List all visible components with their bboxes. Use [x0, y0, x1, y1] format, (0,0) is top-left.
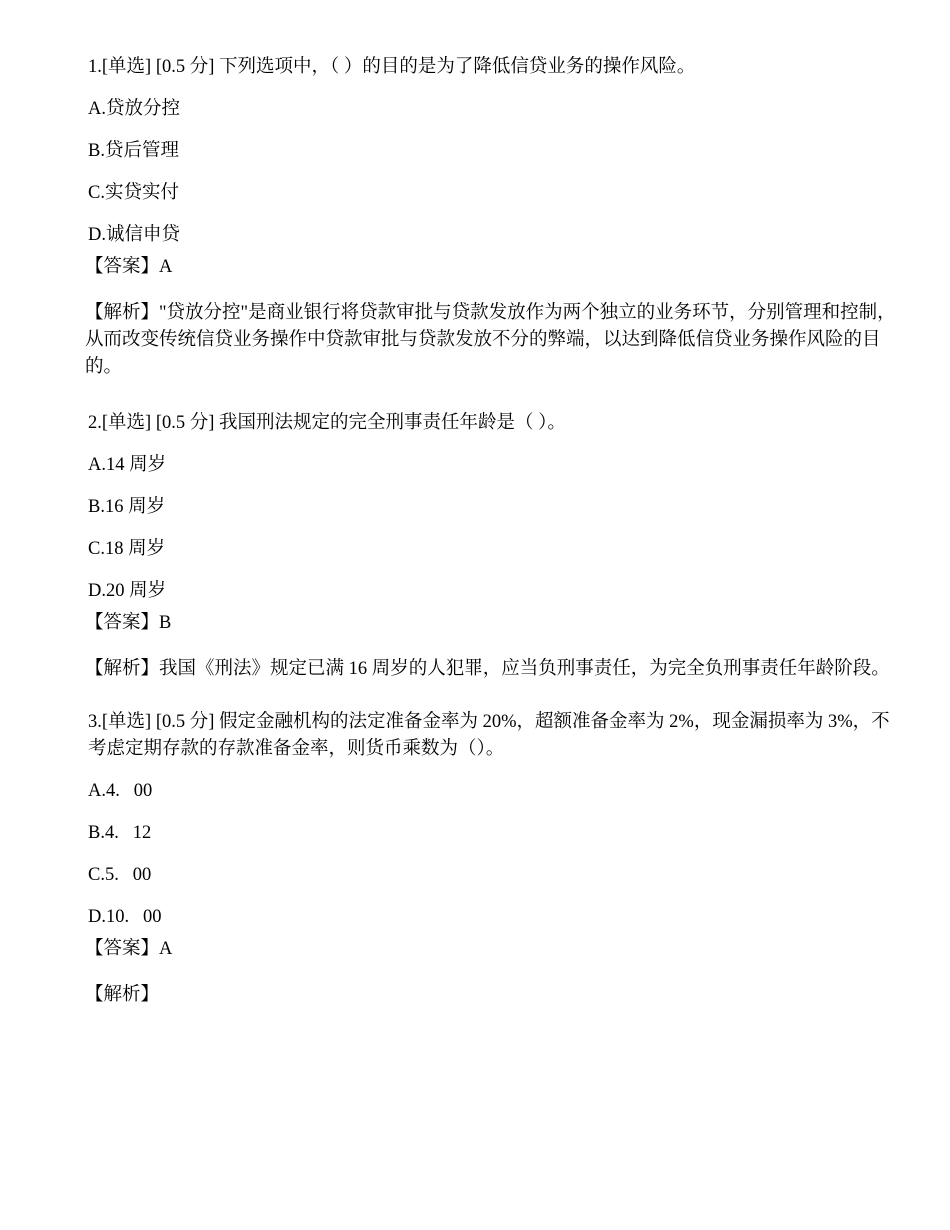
option-a: A.14 周岁 [88, 455, 167, 475]
option-b: B.贷后管理 [88, 141, 179, 161]
question-stem: 1.[单选] [0.5 分] 下列选项中，（ ）的目的是为了降低信贷业务的操作风险。 [88, 57, 696, 77]
option-c: C.5. 00 [88, 865, 152, 885]
spacer [88, 381, 908, 410]
option-b: B.16 周岁 [88, 497, 166, 517]
question-stem: 3.[单选] [0.5 分] 假定金融机构的法定准备金率为 20%，超额准备金率为 2%，现金漏损率为 3%，不考虑定期存款的存款准备金率，则货币乘数为（）。 [88, 712, 890, 759]
option-c: C.18 周岁 [88, 539, 166, 559]
question-stem: 2.[单选] [0.5 分] 我国刑法规定的完全刑事责任年龄是（ ）。 [88, 413, 566, 433]
option-d: D.10. 00 [88, 907, 162, 927]
option-a: A.贷放分控 [88, 99, 180, 119]
answer: 【答案】A [85, 257, 173, 277]
option-b: B.4. 12 [88, 823, 152, 843]
analysis: 【解析】 [85, 985, 160, 1005]
option-d: D.20 周岁 [88, 581, 167, 601]
question-1 [85, 54, 908, 381]
option-a: A.4. 00 [88, 781, 153, 801]
option-d: D.诚信申贷 [88, 225, 180, 245]
answer: 【答案】B [85, 613, 172, 633]
answer: 【答案】A [85, 939, 173, 959]
analysis: 【解析】"贷放分控"是商业银行将贷款审批与贷款发放作为两个独立的业务环节，分别管理和控制，从而改变传统信贷业务操作中贷款审批与贷款发放不分的弊端，以达到降低信贷业务操作风险的目的。 [85, 303, 896, 377]
exam-document [85, 54, 908, 1009]
spacer [88, 683, 908, 709]
question-2 [85, 410, 908, 683]
option-c: C.实贷实付 [88, 183, 179, 203]
analysis: 【解析】我国《刑法》规定已满 16 周岁的人犯罪，应当负刑事责任，为完全负刑事责任年龄阶段。 [85, 659, 890, 679]
question-3 [85, 709, 908, 1009]
